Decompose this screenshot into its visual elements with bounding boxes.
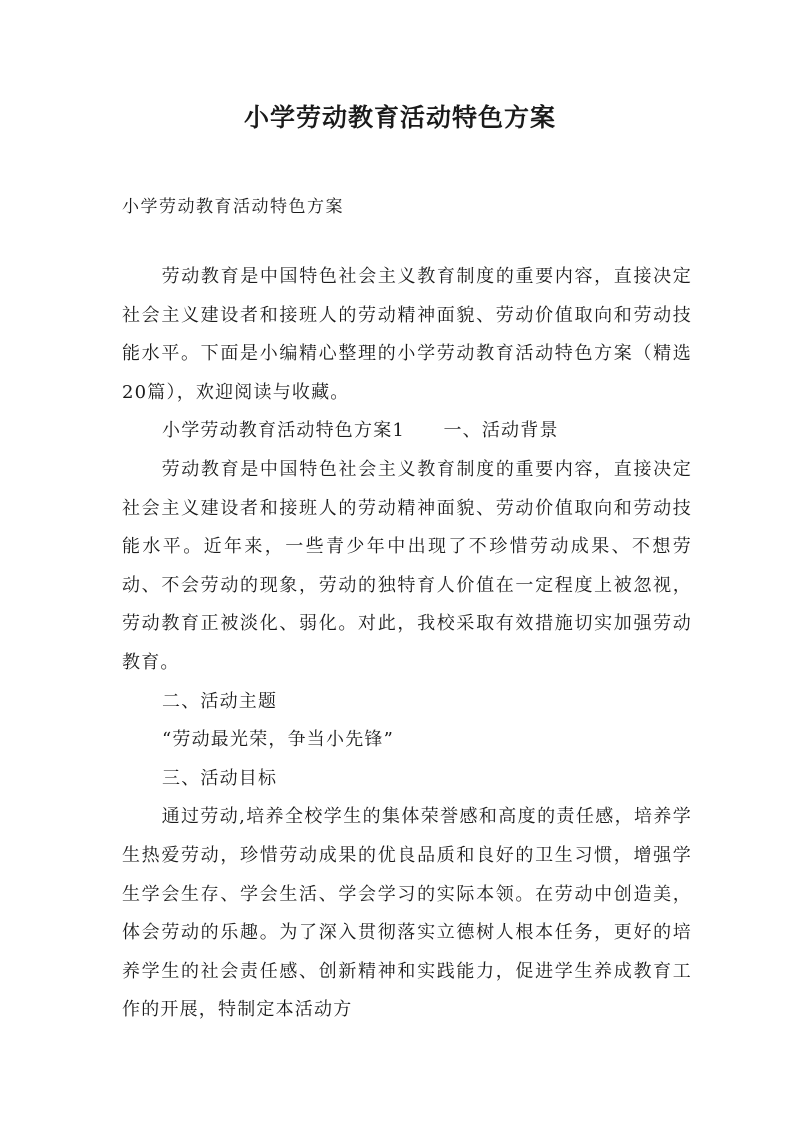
intro-paragraph: 劳动教育是中国特色社会主义教育制度的重要内容，直接决定社会主义建设者和接班人的劳动精神面貌、劳动价值取向和劳动技能水平。下面是小编精心整理的小学劳动教育活动特色方案（精选20篇），欢迎阅读与收藏。 [122, 266, 692, 403]
section3-heading: 三、活动目标 [162, 767, 278, 789]
plan1-heading: 小学劳动教育活动特色方案1 一、活动背景 [162, 420, 559, 442]
section2-heading: 二、活动主题 [162, 690, 278, 712]
theme-line: “劳动最光荣，争当小先锋” [162, 729, 395, 751]
goals-paragraph: 通过劳动,培养全校学生的集体荣誉感和高度的责任感，培养学生热爱劳动，珍惜劳动成果的优良品质和良好的卫生习惯，增强学生学会生存、学会生活、学会学习的实际本领。在劳动中创造美，体会劳动的乐趣。为了深入贯彻落实立德树人根本任务，更好的培养学生的社会责任感、创新精神和实践能力，促进学生养成教育工作的开展，特制定本活动方 [122, 806, 692, 1021]
document-subtitle: 小学劳动教育活动特色方案 [122, 197, 344, 217]
document-title: 小学劳动教育活动特色方案 [243, 103, 556, 132]
background-paragraph: 劳动教育是中国特色社会主义教育制度的重要内容，直接决定社会主义建设者和接班人的劳动精神面貌、劳动价值取向和劳动技能水平。近年来，一些青少年中出现了不珍惜劳动成果、不想劳动、不会劳动的现象，劳动的独特育人价值在一定程度上被忽视，劳动教育正被淡化、弱化。对此，我校采取有效措施切实加强劳动教育。 [122, 458, 692, 673]
document-body [122, 258, 692, 1030]
